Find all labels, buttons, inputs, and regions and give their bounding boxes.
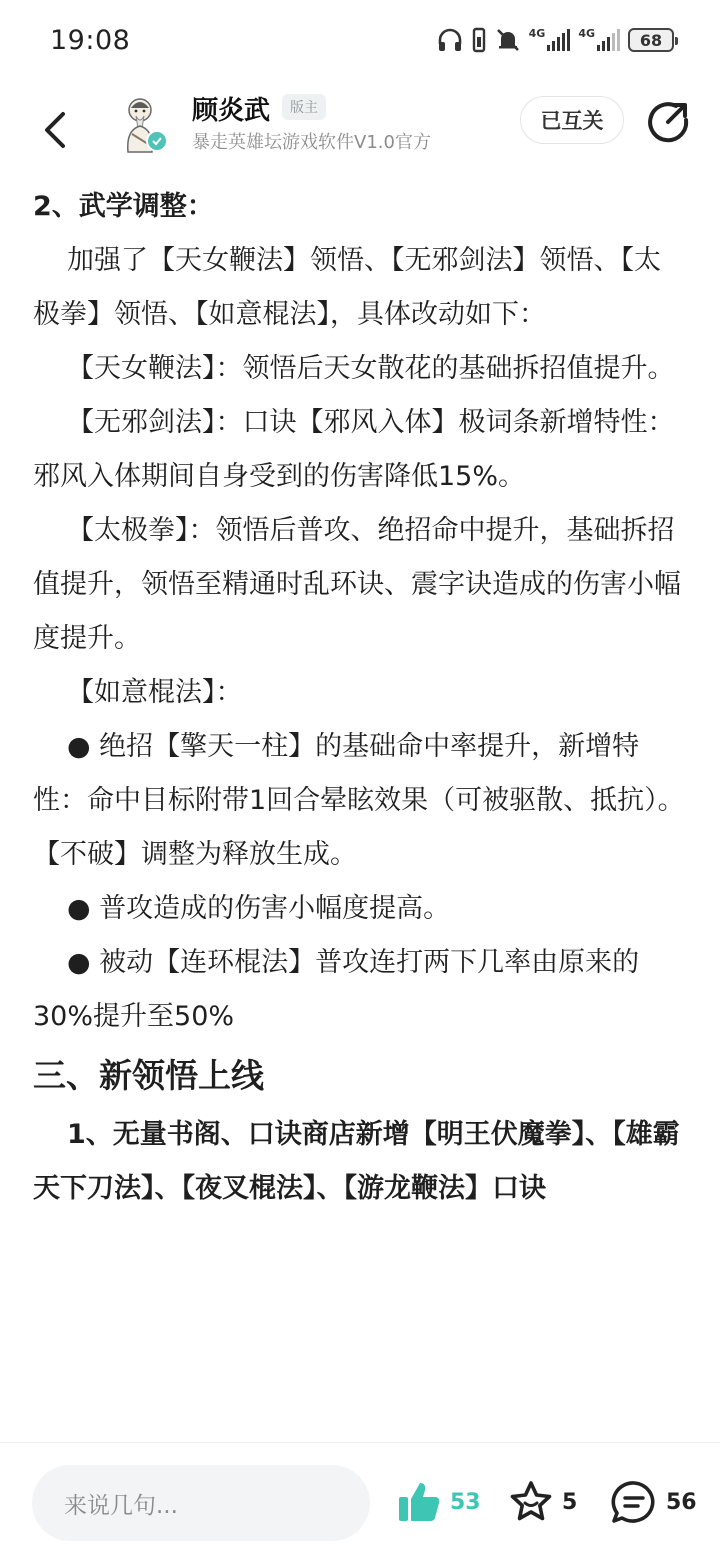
vibrate-icon — [471, 27, 487, 53]
network-type-1: 4G — [528, 27, 546, 40]
verified-badge-icon — [146, 130, 168, 152]
status-time: 19:08 — [50, 24, 131, 56]
post-header — [0, 80, 720, 180]
bell-muted-icon — [495, 27, 521, 53]
bullet-item: ● 普攻造成的伤害小幅度提高。 — [67, 893, 451, 924]
chevron-left-icon — [41, 110, 69, 150]
author-name[interactable]: 顾炎武 — [192, 96, 271, 126]
comment-bubble-icon — [610, 1479, 658, 1525]
signal-1-icon — [529, 29, 571, 51]
article-content — [0, 180, 720, 1442]
favorite-button[interactable] — [508, 1469, 577, 1535]
paragraph: 【如意棍法】： — [67, 677, 243, 708]
share-icon — [646, 100, 690, 144]
paragraph: 【太极拳】：领悟后普攻、绝招命中提升，基础拆招值提升，领悟至精通时乱环诀、震字诀造成的伤害小幅度提升。 — [33, 515, 681, 654]
comment-button[interactable] — [610, 1469, 697, 1535]
role-badge: 版主 — [282, 94, 326, 120]
paragraph: 【无邪剑法】：口诀【邪风入体】极词条新增特性：邪风入体期间自身受到的伤害降低15%。 — [33, 407, 675, 492]
section-title: 三、新领悟上线 — [33, 1056, 264, 1095]
paragraph: 【天女鞭法】：领悟后天女散花的基础拆招值提升。 — [67, 353, 675, 384]
favorite-count: 5 — [562, 1489, 578, 1515]
star-icon — [508, 1479, 554, 1525]
network-type-2: 4G — [578, 27, 595, 40]
paragraph: 1、无量书阁、口诀商店新增【明王伏魔拳】、【雄霸天下刀法】、【夜叉棍法】、【游龙鞭法】口诀 — [33, 1119, 680, 1204]
comment-input[interactable]: 来说几句... — [32, 1465, 370, 1541]
author-subtitle: 暴走英雄坛游戏软件V1.0官方 — [192, 132, 431, 153]
status-icons — [437, 27, 674, 53]
signal-2-icon — [578, 29, 620, 51]
like-button[interactable] — [396, 1469, 481, 1535]
bullet-item: ● 绝招【擎天一柱】的基础命中率提升，新增特性：命中目标附带1回合晕眩效果（可被驱散、抵抗）。【不破】调整为释放生成。 — [33, 731, 685, 870]
paragraph: 加强了【天女鞭法】领悟、【无邪剑法】领悟、【太极拳】领悟、【如意棍法】，具体改动如下： — [33, 245, 661, 330]
bullet-item: ● 被动【连环棍法】普攻连打两下几率由原来的30%提升至50% — [33, 947, 640, 1032]
thumbs-up-icon — [396, 1479, 442, 1525]
comment-count: 56 — [666, 1489, 697, 1515]
status-bar — [0, 0, 720, 80]
share-button[interactable] — [644, 98, 692, 146]
headphones-icon — [437, 28, 463, 52]
subheading-martial-adjust: 2、武学调整： — [33, 191, 214, 222]
like-count: 53 — [450, 1489, 481, 1515]
battery-icon: 68 — [628, 28, 674, 52]
bottom-action-bar — [0, 1442, 720, 1560]
follow-button[interactable]: 已互关 — [520, 96, 624, 144]
back-button[interactable] — [30, 100, 80, 160]
